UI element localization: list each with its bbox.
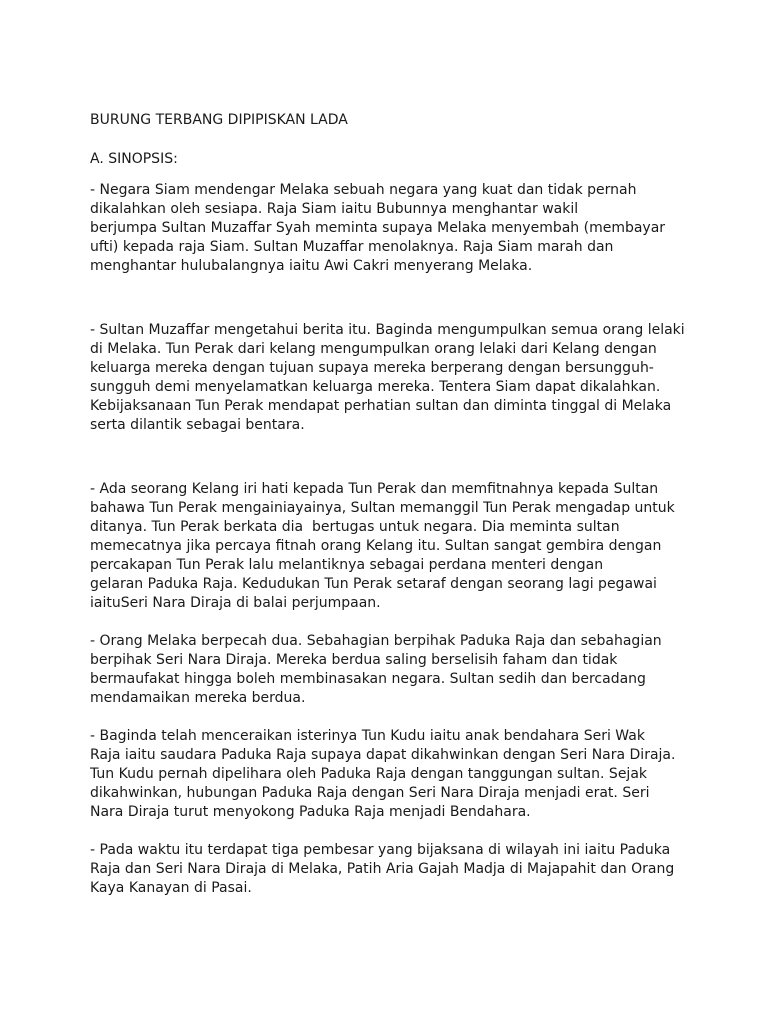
paragraph: - Baginda telah menceraikan isterinya Tun Kudu iaitu anak bendahara Seri Wak Raja iaitu saudara Paduka Raja supaya dapat dikahwinkan dengan Seri Nara Diraja. Tun Kudu pernah dipelihara oleh Paduka Raja dengan tanggungan sultan. Sejak dikahwinkan, hubungan Paduka Raja dengan Seri Nara Diraja menjadi erat. Seri Nara Diraja turut menyokong Paduka Raja menjadi Bendahara. xyxy=(90,728,676,820)
paragraph: - Pada waktu itu terdapat tiga pembesar yang bijaksana di wilayah ini iaitu Paduka Raja dan Seri Nara Diraja di Melaka, Patih Aria Gajah Madja di Majapahit dan Orang Kaya Kanayan di Pasai. xyxy=(90,842,675,896)
paragraph: - Orang Melaka berpecah dua. Sebahagian berpihak Paduka Raja dan sebahagian berpihak Seri Nara Diraja. Mereka berdua saling berselisih faham dan tidak bermaufakat hingga boleh membinasakan negara. Sultan sedih dan bercadang mendamaikan mereka berdua. xyxy=(90,633,662,706)
paragraph: - Ada seorang Kelang iri hati kepada Tun Perak dan memfitnahnya kepada Sultan bahawa Tun Perak mengainiayainya, Sultan memanggil Tun Perak mengadap untuk ditanya. Tun Perak berkata dia bertugas untuk negara. Dia meminta sultan memecatnya jika percaya fitnah orang Kelang itu. Sultan sangat gembira dengan percakapan Tun Perak lalu melantiknya sebagai perdana menteri dengan gelaran Paduka Raja. Kedudukan Tun Perak setaraf dengan seorang lagi pegawai iaituSeri Nara Diraja di balai perjumpaan. xyxy=(90,481,675,611)
paragraph: - Sultan Muzaffar mengetahui berita itu. Baginda mengumpulkan semua orang lelaki di Melaka. Tun Perak dari kelang mengumpulkan orang lelaki dari Kelang dengan keluarga mereka dengan tujuan supaya mereka berperang dengan bersungguh- sungguh demi menyelamatkan keluarga mereka. Tentera Siam dapat dikalahkan. Kebijaksanaan Tun Perak mendapat perhatian sultan dan diminta tinggal di Melaka serta dilantik sebagai bentara. xyxy=(90,322,685,433)
document-title: BURUNG TERBANG DIPIPISKAN LADA xyxy=(90,112,348,128)
paragraph: - Negara Siam mendengar Melaka sebuah negara yang kuat dan tidak pernah dikalahkan oleh sesiapa. Raja Siam iaitu Bubunnya menghantar wakil berjumpa Sultan Muzaffar Syah meminta supaya Melaka menyembah (membayar ufti) kepada raja Siam. Sultan Muzaffar menolaknya. Raja Siam marah dan menghantar hulubalangnya iaitu Awi Cakri menyerang Melaka. xyxy=(90,182,666,274)
section-heading: A. SINOPSIS: xyxy=(90,151,178,167)
